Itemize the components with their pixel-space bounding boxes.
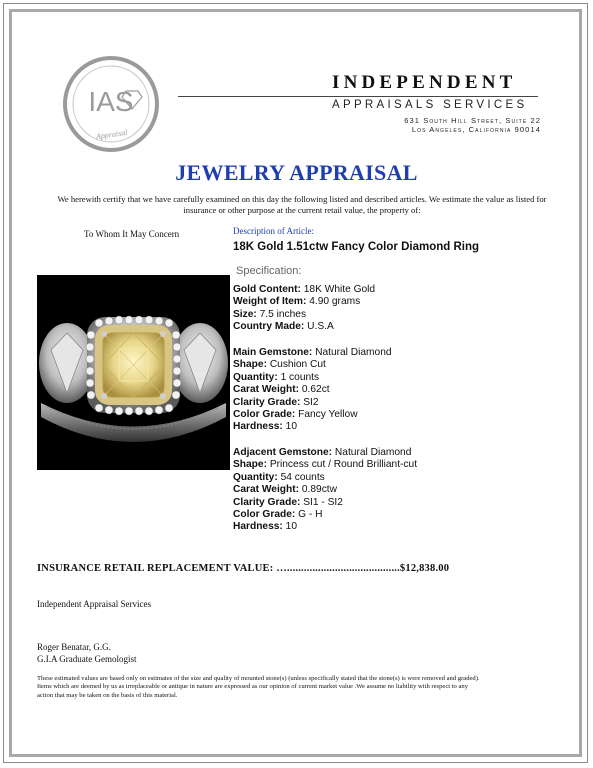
spec-label: Carat Weight: — [233, 384, 300, 396]
spec-row — [233, 359, 392, 371]
spec-value: SI2 — [303, 396, 319, 408]
spec-row — [233, 459, 417, 471]
spec-label: Hardness: — [233, 521, 283, 533]
spec-value: G - H — [298, 509, 323, 521]
spec-value: Natural Diamond — [334, 447, 412, 458]
spec-value: U.S.A — [307, 321, 334, 333]
spec-row — [233, 484, 417, 496]
brand-divider — [178, 96, 538, 97]
spec-row — [233, 384, 392, 396]
spec-label: Quantity: — [233, 471, 278, 483]
specification-label: Specification: — [236, 265, 302, 277]
spec-label: Color Grade: — [233, 509, 296, 521]
spec-adjacent-gemstone — [233, 447, 417, 534]
spec-value: 18K White Gold — [303, 284, 376, 295]
spec-row — [233, 372, 392, 384]
company-signature: Independent Appraisal Services — [37, 599, 151, 609]
document-title: JEWELRY APPRAISAL — [175, 160, 418, 185]
spec-label: Shape: — [233, 359, 267, 371]
spec-value: Princess cut / Round Brilliant-cut — [269, 459, 418, 471]
spec-value: Cushion Cut — [269, 359, 326, 371]
spec-label: Gold Content: — [233, 284, 301, 295]
spec-label: Carat Weight: — [233, 484, 300, 496]
spec-main-gemstone — [233, 347, 392, 434]
spec-label: Color Grade: — [233, 409, 296, 421]
appraiser-block — [37, 641, 136, 665]
spec-value: SI1 - SI2 — [303, 496, 343, 508]
spec-row — [233, 472, 417, 484]
address-line-1: 631 South Hill Street, Suite 22 — [404, 116, 541, 125]
logo-subtext: Appraisal — [95, 127, 128, 142]
recipient: To Whom It May Concern — [84, 229, 180, 239]
spec-label: Clarity Grade: — [233, 496, 301, 508]
spec-value: 10 — [285, 521, 298, 533]
spec-label: Weight of Item: — [233, 296, 307, 308]
spec-label: Size: — [233, 308, 257, 320]
spec-label: Shape: — [233, 459, 267, 471]
spec-row — [233, 409, 392, 421]
spec-row — [233, 447, 417, 459]
spec-row — [233, 397, 392, 409]
spec-row — [233, 321, 375, 333]
spec-label: Adjacent Gemstone: — [233, 447, 333, 458]
ring-photo — [37, 275, 230, 470]
insurance-value: INSURANCE RETAIL REPLACEMENT VALUE: …........................................$12,838.00 — [37, 563, 450, 574]
ias-logo-icon — [62, 55, 160, 153]
spec-value: 10 — [285, 421, 298, 433]
spec-value: 0.89ctw — [301, 484, 337, 496]
address-line-2: Los Angeles, California 90014 — [411, 125, 541, 134]
appraiser-name: Roger Benatar, G.G. — [37, 642, 111, 652]
spec-value: 0.62ct — [301, 384, 330, 396]
ring-image-icon — [37, 275, 230, 470]
spec-general — [233, 284, 375, 334]
appraiser-title: G.I.A Graduate Gemologist — [37, 654, 137, 664]
spec-row — [233, 421, 392, 433]
brand-subtitle: APPRAISALS SERVICES — [332, 99, 528, 111]
description-label: Description of Article: — [233, 226, 314, 236]
spec-label: Quantity: — [233, 371, 278, 383]
article-title: 18K Gold 1.51ctw Fancy Color Diamond Ring — [233, 241, 480, 253]
spec-value: Fancy Yellow — [298, 409, 358, 421]
disclaimer-text: These estimated values are based only on estimates of the size and quality of mounted stone(s) (unless specifically stated that the stone(s) is were removed and graded). Items which are deemed by us as irreplaceable or antique in nature are expressed as our opinion of current market value .We assume no liability with respect to any action that may be taken on the basis of this material. — [37, 675, 480, 699]
spec-label: Country Made: — [233, 321, 305, 333]
spec-value: 4.90 grams — [309, 296, 361, 308]
spec-value: Natural Diamond — [315, 347, 392, 358]
brand-name: INDEPENDENT — [332, 72, 517, 93]
spec-value: 54 counts — [280, 471, 325, 483]
logo-text: IAS — [88, 86, 134, 117]
spec-row — [233, 309, 375, 321]
spec-row — [233, 497, 417, 509]
spec-value: 1 counts — [280, 371, 320, 383]
spec-row — [233, 296, 375, 308]
spec-value: 7.5 inches — [259, 308, 307, 320]
spec-row — [233, 347, 392, 359]
spec-label: Main Gemstone: — [233, 347, 313, 358]
spec-label: Clarity Grade: — [233, 396, 301, 408]
certification-text: We herewith certify that we have carefully examined on this day the following listed and described articles. We estimate the value as listed for insurance or other purpose at the current retail value, the property of: — [57, 194, 547, 215]
spec-row — [233, 509, 417, 521]
spec-label: Hardness: — [233, 421, 283, 433]
spec-row — [233, 284, 375, 296]
spec-row — [233, 521, 417, 533]
